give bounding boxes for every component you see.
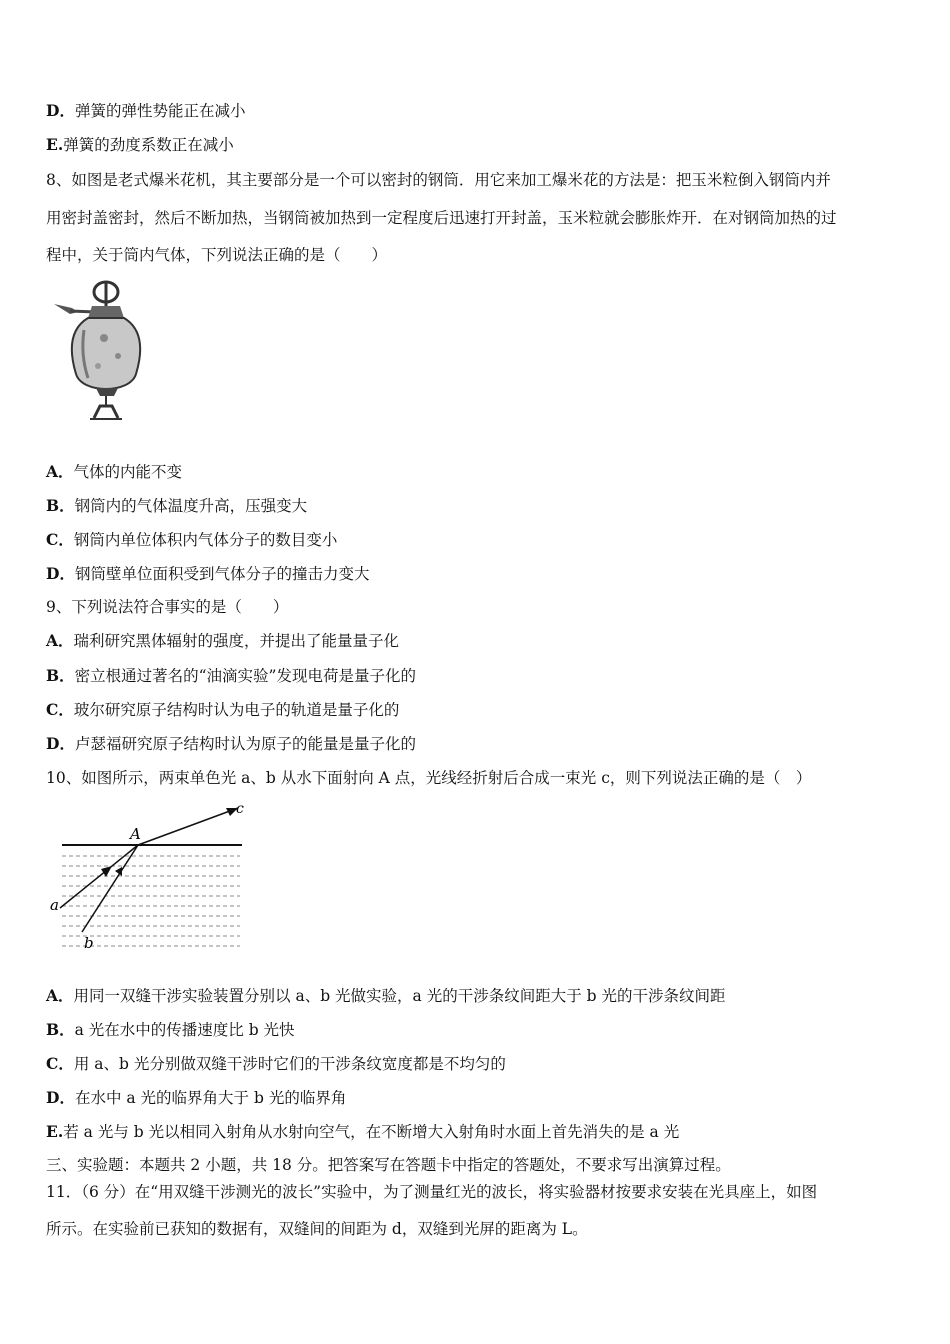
option-letter: C． (46, 700, 74, 719)
label-a: a (50, 896, 59, 914)
option-letter: E. (46, 1122, 64, 1141)
option-letter: A． (46, 631, 74, 650)
option-letter: B． (46, 496, 75, 515)
q10-option-c (46, 1054, 506, 1074)
q9-stem: 9、下列说法符合事实的是（ ） (46, 598, 289, 616)
q8-option-a (46, 462, 182, 482)
ray-c (138, 808, 238, 845)
q7-option-e (46, 135, 234, 155)
label-c: c (236, 801, 244, 817)
option-letter: A． (46, 462, 74, 481)
option-text: 弹簧的弹性势能正在减小 (74, 102, 246, 120)
ray-b (82, 845, 138, 932)
option-text: 在水中 a 光的临界角大于 b 光的临界角 (74, 1089, 347, 1107)
option-text: 玻尔研究原子结构时认为电子的轨道是量子化的 (73, 701, 400, 719)
label-b: b (84, 934, 94, 952)
option-text: 卢瑟福研究原子结构时认为原子的能量是量子化的 (74, 735, 416, 753)
option-text: 钢筒壁单位面积受到气体分子的撞击力变大 (74, 565, 370, 583)
q10-option-b (46, 1020, 295, 1040)
label-A: A (130, 825, 141, 843)
q10-option-a (46, 986, 726, 1006)
q10-option-d (46, 1088, 346, 1108)
option-text: 气体的内能不变 (73, 463, 183, 481)
option-letter: C． (46, 530, 74, 549)
option-text: 用同一双缝干涉实验装置分别以 a、b 光做实验，a 光的干涉条纹间距大于 b 光的干涉条纹间距 (73, 987, 726, 1005)
option-text: 密立根通过著名的“油滴实验”发现电荷是量子化的 (74, 667, 416, 685)
option-text: a 光在水中的传播速度比 b 光快 (74, 1021, 295, 1039)
option-text: 钢筒内单位体积内气体分子的数目变小 (73, 531, 338, 549)
q8-option-c (46, 530, 337, 550)
q9-option-d (46, 734, 416, 754)
q11-stem-line2: 所示。在实验前已获知的数据有，双缝间的间距为 d，双缝到光屏的距离为 L。 (46, 1220, 588, 1238)
option-text: 用 a、b 光分别做双缝干涉时它们的干涉条纹宽度都是不均匀的 (73, 1055, 506, 1073)
option-text: 瑞利研究黑体辐射的强度，并提出了能量量子化 (73, 632, 400, 650)
ray-a-arrow-icon (101, 866, 112, 877)
option-letter: D． (46, 101, 75, 120)
option-letter: D． (46, 1088, 75, 1107)
option-letter: D． (46, 564, 75, 583)
q8-option-d (46, 564, 369, 584)
q9-option-b (46, 666, 416, 686)
q8-stem-line1: 8、如图是老式爆米花机，其主要部分是一个可以密封的钢筒．用它来加工爆米花的方法是：把玉米粒倒入钢筒内并 (46, 171, 831, 189)
popcorn-machine-icon (48, 278, 144, 428)
q8-stem-line3: 程中，关于筒内气体，下列说法正确的是（ ） (46, 246, 388, 264)
q10-option-e (46, 1122, 679, 1142)
q9-option-c (46, 700, 399, 720)
option-text: 钢筒内的气体温度升高，压强变大 (74, 497, 308, 515)
popcorn-machine-figure (48, 278, 144, 428)
water-hatching (62, 856, 240, 946)
option-letter: B． (46, 666, 75, 685)
option-letter: C． (46, 1054, 74, 1073)
q8-stem-line2: 用密封盖密封，然后不断加热，当钢筒被加热到一定程度后迅速打开封盖，玉米粒就会膨胀炸开．在对钢筒加热的过 (46, 209, 837, 227)
option-letter: D． (46, 734, 75, 753)
option-text: 若 a 光与 b 光以相同入射角从水射向空气，在不断增大入射角时水面上首先消失的是 a 光 (63, 1123, 680, 1141)
q10-stem: 10、如图所示，两束单色光 a、b 从水下面射向 A 点，光线经折射后合成一束光 c，则下列说法正确的是（ ） (46, 769, 812, 787)
q7-option-d (46, 101, 245, 121)
option-letter: A． (46, 986, 74, 1005)
section3-heading: 三、实验题：本题共 2 小题，共 18 分。把答案写在答题卡中指定的答题处，不要求写出演算过程。 (46, 1156, 731, 1174)
q9-option-a (46, 631, 399, 651)
option-text: 弹簧的劲度系数正在减小 (63, 136, 234, 154)
refraction-figure (46, 800, 256, 955)
q8-option-b (46, 496, 307, 516)
refraction-diagram (46, 800, 256, 955)
option-letter: E. (46, 135, 64, 154)
option-letter: B． (46, 1020, 75, 1039)
q11-stem-line1: 11．（6 分）在“用双缝干涉测光的波长”实验中，为了测量红光的波长，将实验器材按要求安装在光具座上，如图 (46, 1183, 818, 1201)
